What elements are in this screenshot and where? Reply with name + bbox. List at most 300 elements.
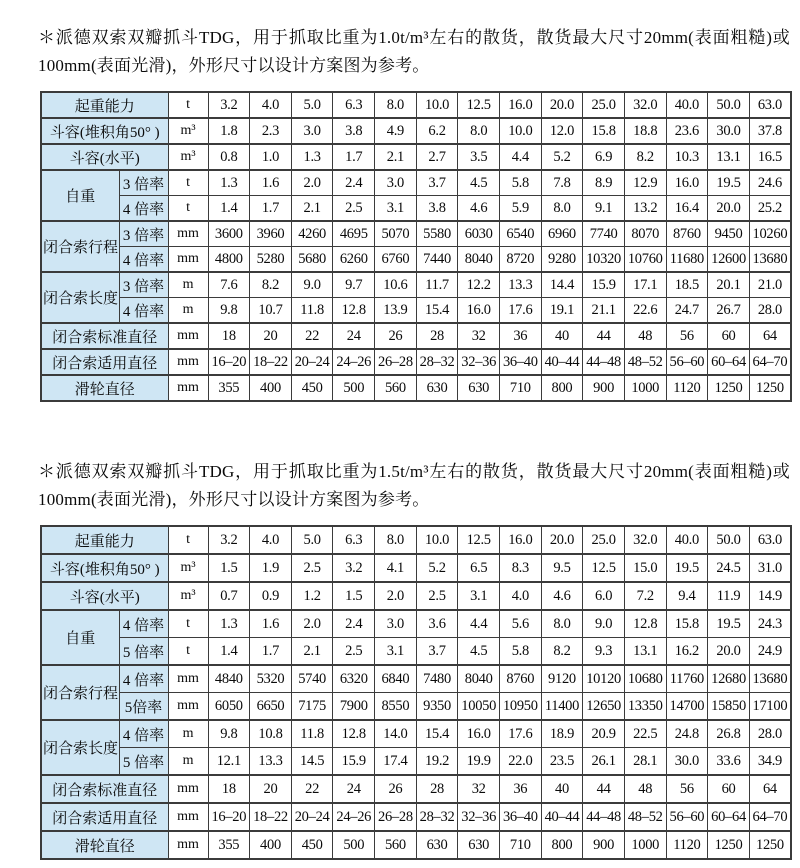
value-cell: 56–60 [666,349,708,375]
unit-cell: m³ [168,144,208,170]
value-cell: 5.2 [541,144,583,170]
value-cell: 7740 [583,221,625,247]
table-row [41,638,791,666]
value-cell: 13680 [749,247,791,273]
value-cell: 6540 [500,221,542,247]
value-cell: 18–22 [250,803,292,831]
value-cell: 22 [291,775,333,803]
value-cell: 3.0 [291,118,333,144]
value-cell: 2.4 [333,170,375,196]
value-cell: 16.4 [666,196,708,222]
value-cell: 15.4 [416,298,458,324]
row-label: 滑轮直径 [41,375,168,401]
unit-cell: t [168,196,208,222]
value-cell: 32–36 [458,349,500,375]
value-cell: 0.9 [250,582,292,610]
value-cell: 56–60 [666,803,708,831]
value-cell: 5.0 [291,526,333,554]
value-cell: 3.2 [333,554,375,582]
value-cell: 28.0 [749,720,791,748]
value-cell: 4.0 [250,526,292,554]
value-cell: 20.0 [541,526,583,554]
value-cell: 30.0 [666,748,708,776]
value-cell: 28–32 [416,349,458,375]
row-sublabel: 4 倍率 [119,247,168,273]
value-cell: 6960 [541,221,583,247]
table-row [41,349,791,375]
value-cell: 630 [416,831,458,859]
value-cell: 23.6 [666,118,708,144]
row-label: 闭合索长度 [41,720,119,775]
value-cell: 28 [416,775,458,803]
value-cell: 8.0 [375,92,417,118]
value-cell: 11.8 [291,720,333,748]
value-cell: 40 [541,323,583,349]
value-cell: 11760 [666,665,708,693]
value-cell: 40.0 [666,92,708,118]
unit-cell: mm [168,349,208,375]
value-cell: 4.0 [500,582,542,610]
value-cell: 26.1 [583,748,625,776]
value-cell: 10.6 [375,272,417,298]
table-row [41,526,791,554]
value-cell: 15.4 [416,720,458,748]
value-cell: 64–70 [749,349,791,375]
value-cell: 3.0 [375,170,417,196]
value-cell: 15.0 [624,554,666,582]
value-cell: 14.0 [375,720,417,748]
value-cell: 10760 [624,247,666,273]
value-cell: 3.6 [416,610,458,638]
value-cell: 10120 [583,665,625,693]
intro-paragraph-2: ＊派德双索双瓣抓斗TDG，用于抓取比重为1.5t/m³左右的散货，散货最大尺寸20mm(表面粗糙)或100mm(表面光滑)，外形尺寸以设计方案图为参考。 [38,462,790,509]
value-cell: 2.0 [291,170,333,196]
value-cell: 12.8 [624,610,666,638]
table-row [41,247,791,273]
value-cell: 64 [749,775,791,803]
value-cell: 9.8 [208,720,250,748]
value-cell: 24.5 [708,554,750,582]
value-cell: 22.6 [624,298,666,324]
row-sublabel: 4 倍率 [119,720,168,748]
value-cell: 3.2 [208,526,250,554]
value-cell: 37.8 [749,118,791,144]
value-cell: 26.8 [708,720,750,748]
value-cell: 19.5 [666,554,708,582]
value-cell: 355 [208,831,250,859]
unit-cell: mm [168,831,208,859]
value-cell: 20.0 [541,92,583,118]
row-sublabel: 4 倍率 [119,665,168,693]
unit-cell: m [168,748,208,776]
row-label: 闭合索行程 [41,665,119,720]
value-cell: 1.6 [250,610,292,638]
value-cell: 60–64 [708,349,750,375]
value-cell: 34.9 [749,748,791,776]
value-cell: 800 [541,831,583,859]
unit-cell: m³ [168,554,208,582]
value-cell: 12650 [583,693,625,721]
value-cell: 14700 [666,693,708,721]
value-cell: 5280 [250,247,292,273]
row-label: 滑轮直径 [41,831,168,859]
value-cell: 25.0 [583,526,625,554]
value-cell: 2.3 [250,118,292,144]
table-row [41,720,791,748]
value-cell: 6.5 [458,554,500,582]
value-cell: 8.0 [375,526,417,554]
row-label: 闭合索行程 [41,221,119,272]
value-cell: 6.2 [416,118,458,144]
value-cell: 630 [458,375,500,401]
value-cell: 8.3 [500,554,542,582]
table-row [41,610,791,638]
row-sublabel: 4 倍率 [119,298,168,324]
value-cell: 2.0 [375,582,417,610]
value-cell: 16–20 [208,803,250,831]
value-cell: 11.7 [416,272,458,298]
value-cell: 10.0 [416,526,458,554]
value-cell: 6.9 [583,144,625,170]
value-cell: 4.6 [541,582,583,610]
value-cell: 24–26 [333,349,375,375]
value-cell: 16.0 [500,526,542,554]
value-cell: 1.7 [250,638,292,666]
value-cell: 10050 [458,693,500,721]
value-cell: 19.1 [541,298,583,324]
value-cell: 32.0 [624,526,666,554]
value-cell: 2.7 [416,144,458,170]
value-cell: 28.0 [749,298,791,324]
value-cell: 18 [208,323,250,349]
value-cell: 4.9 [375,118,417,144]
value-cell: 3.1 [458,582,500,610]
value-cell: 15.9 [583,272,625,298]
value-cell: 24.6 [749,170,791,196]
table-row [41,554,791,582]
value-cell: 710 [500,831,542,859]
value-cell: 8.2 [250,272,292,298]
value-cell: 64–70 [749,803,791,831]
value-cell: 63.0 [749,526,791,554]
value-cell: 1.6 [250,170,292,196]
value-cell: 20.9 [583,720,625,748]
value-cell: 32–36 [458,803,500,831]
value-cell: 14.9 [749,582,791,610]
value-cell: 36–40 [500,803,542,831]
value-cell: 10.8 [250,720,292,748]
value-cell: 4840 [208,665,250,693]
value-cell: 12.8 [333,298,375,324]
value-cell: 1.4 [208,638,250,666]
value-cell: 355 [208,375,250,401]
value-cell: 5.8 [500,170,542,196]
value-cell: 26 [375,775,417,803]
value-cell: 8070 [624,221,666,247]
row-sublabel: 5 倍率 [119,748,168,776]
value-cell: 2.1 [291,638,333,666]
value-cell: 16.0 [458,720,500,748]
value-cell: 44 [583,775,625,803]
value-cell: 4.5 [458,170,500,196]
value-cell: 2.1 [291,196,333,222]
value-cell: 630 [416,375,458,401]
value-cell: 4.1 [375,554,417,582]
value-cell: 6760 [375,247,417,273]
value-cell: 5320 [250,665,292,693]
unit-cell: t [168,638,208,666]
value-cell: 28 [416,323,458,349]
value-cell: 560 [375,375,417,401]
value-cell: 10.0 [416,92,458,118]
value-cell: 22 [291,323,333,349]
value-cell: 3600 [208,221,250,247]
value-cell: 6650 [250,693,292,721]
value-cell: 9.8 [208,298,250,324]
value-cell: 48–52 [624,803,666,831]
row-sublabel: 3 倍率 [119,221,168,247]
value-cell: 15850 [708,693,750,721]
value-cell: 9.7 [333,272,375,298]
row-sublabel: 3 倍率 [119,170,168,196]
value-cell: 48–52 [624,349,666,375]
value-cell: 64 [749,323,791,349]
value-cell: 4800 [208,247,250,273]
value-cell: 20–24 [291,349,333,375]
value-cell: 10260 [749,221,791,247]
value-cell: 4.4 [500,144,542,170]
unit-cell: t [168,610,208,638]
value-cell: 20 [250,323,292,349]
value-cell: 1.9 [250,554,292,582]
value-cell: 1250 [708,375,750,401]
value-cell: 36–40 [500,349,542,375]
row-label: 斗容(水平) [41,144,168,170]
value-cell: 9.3 [583,638,625,666]
value-cell: 8.9 [583,170,625,196]
value-cell: 8.0 [541,610,583,638]
value-cell: 2.4 [333,610,375,638]
value-cell: 3.5 [458,144,500,170]
value-cell: 12.5 [458,92,500,118]
value-cell: 8.2 [624,144,666,170]
value-cell: 48 [624,323,666,349]
value-cell: 16.0 [458,298,500,324]
row-sublabel: 5 倍率 [119,638,168,666]
value-cell: 1000 [624,831,666,859]
table-row [41,775,791,803]
row-sublabel: 3 倍率 [119,272,168,298]
table-row [41,693,791,721]
value-cell: 7.2 [624,582,666,610]
value-cell: 8040 [458,247,500,273]
value-cell: 5580 [416,221,458,247]
value-cell: 26–28 [375,349,417,375]
row-label: 闭合索长度 [41,272,119,323]
row-label: 闭合索适用直径 [41,803,168,831]
value-cell: 12.8 [333,720,375,748]
value-cell: 44–48 [583,803,625,831]
table-row [41,170,791,196]
value-cell: 8760 [500,665,542,693]
value-cell: 2.5 [416,582,458,610]
row-label: 斗容(堆积角50° ) [41,118,168,144]
value-cell: 1.7 [333,144,375,170]
value-cell: 17.1 [624,272,666,298]
value-cell: 12.1 [208,748,250,776]
value-cell: 14.4 [541,272,583,298]
value-cell: 9.4 [666,582,708,610]
value-cell: 26 [375,323,417,349]
value-cell: 12.2 [458,272,500,298]
value-cell: 16.5 [749,144,791,170]
value-cell: 3.7 [416,638,458,666]
value-cell: 1.0 [250,144,292,170]
row-label: 闭合索标准直径 [41,775,168,803]
value-cell: 1120 [666,375,708,401]
value-cell: 36 [500,323,542,349]
table-row [41,748,791,776]
value-cell: 20.0 [708,638,750,666]
value-cell: 20–24 [291,803,333,831]
value-cell: 5.0 [291,92,333,118]
row-sublabel: 4 倍率 [119,196,168,222]
value-cell: 20.1 [708,272,750,298]
value-cell: 25.2 [749,196,791,222]
value-cell: 7175 [291,693,333,721]
value-cell: 9450 [708,221,750,247]
value-cell: 6.3 [333,526,375,554]
unit-cell: m³ [168,582,208,610]
value-cell: 44–48 [583,349,625,375]
value-cell: 12680 [708,665,750,693]
value-cell: 1.3 [208,610,250,638]
value-cell: 1250 [749,375,791,401]
value-cell: 28–32 [416,803,458,831]
value-cell: 7900 [333,693,375,721]
value-cell: 40 [541,775,583,803]
value-cell: 14.5 [291,748,333,776]
value-cell: 36 [500,775,542,803]
table-row [41,92,791,118]
table-row [41,118,791,144]
value-cell: 24 [333,323,375,349]
table-row [41,144,791,170]
unit-cell: m [168,298,208,324]
value-cell: 32.0 [624,92,666,118]
value-cell: 40–44 [541,803,583,831]
value-cell: 3.0 [375,610,417,638]
value-cell: 400 [250,831,292,859]
value-cell: 3.8 [333,118,375,144]
value-cell: 63.0 [749,92,791,118]
unit-cell: mm [168,693,208,721]
value-cell: 12600 [708,247,750,273]
value-cell: 24 [333,775,375,803]
value-cell: 2.5 [333,638,375,666]
table-row [41,582,791,610]
value-cell: 0.7 [208,582,250,610]
unit-cell: m [168,272,208,298]
value-cell: 0.8 [208,144,250,170]
value-cell: 15.8 [666,610,708,638]
value-cell: 1.3 [291,144,333,170]
unit-cell: mm [168,665,208,693]
value-cell: 31.0 [749,554,791,582]
value-cell: 12.0 [541,118,583,144]
value-cell: 19.5 [708,610,750,638]
value-cell: 18 [208,775,250,803]
value-cell: 3960 [250,221,292,247]
value-cell: 9350 [416,693,458,721]
value-cell: 17.4 [375,748,417,776]
value-cell: 4260 [291,221,333,247]
value-cell: 630 [458,831,500,859]
value-cell: 20.0 [708,196,750,222]
value-cell: 9120 [541,665,583,693]
value-cell: 4.6 [458,196,500,222]
spec-section-2 [38,458,792,860]
value-cell: 10.3 [666,144,708,170]
value-cell: 9.1 [583,196,625,222]
value-cell: 5740 [291,665,333,693]
value-cell: 19.5 [708,170,750,196]
table-row [41,665,791,693]
value-cell: 8.0 [458,118,500,144]
value-cell: 4.4 [458,610,500,638]
value-cell: 400 [250,375,292,401]
value-cell: 500 [333,375,375,401]
unit-cell: m [168,720,208,748]
value-cell: 40–44 [541,349,583,375]
value-cell: 1000 [624,375,666,401]
value-cell: 7440 [416,247,458,273]
value-cell: 11680 [666,247,708,273]
spec-table-tdg-1.0 [40,91,792,402]
value-cell: 3.7 [416,170,458,196]
value-cell: 18.5 [666,272,708,298]
value-cell: 13.9 [375,298,417,324]
value-cell: 1.7 [250,196,292,222]
value-cell: 22.0 [500,748,542,776]
value-cell: 6030 [458,221,500,247]
value-cell: 24.8 [666,720,708,748]
value-cell: 15.9 [333,748,375,776]
unit-cell: m³ [168,118,208,144]
row-sublabel: 4 倍率 [119,610,168,638]
value-cell: 1120 [666,831,708,859]
value-cell: 13350 [624,693,666,721]
value-cell: 5.8 [500,638,542,666]
value-cell: 8.2 [541,638,583,666]
value-cell: 450 [291,831,333,859]
value-cell: 19.2 [416,748,458,776]
table-row [41,221,791,247]
table-row [41,196,791,222]
value-cell: 450 [291,375,333,401]
unit-cell: t [168,170,208,196]
value-cell: 7.8 [541,170,583,196]
unit-cell: mm [168,247,208,273]
value-cell: 10680 [624,665,666,693]
table-row [41,375,791,401]
value-cell: 4.5 [458,638,500,666]
value-cell: 30.0 [708,118,750,144]
row-label: 闭合索适用直径 [41,349,168,375]
value-cell: 8760 [666,221,708,247]
value-cell: 10.0 [500,118,542,144]
value-cell: 22.5 [624,720,666,748]
